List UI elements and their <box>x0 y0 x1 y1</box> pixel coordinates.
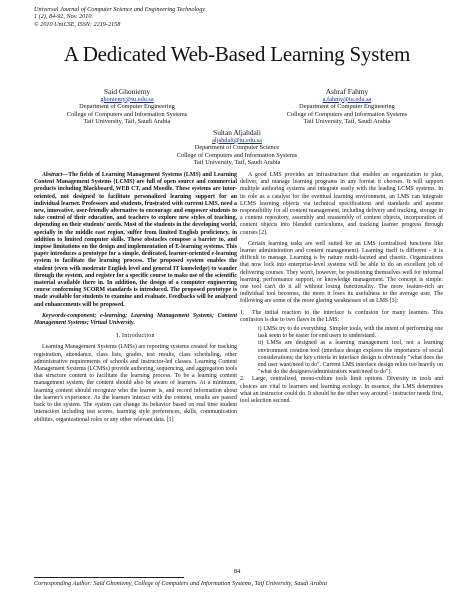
list-number: 2. <box>240 376 245 383</box>
section-heading-introduction: I. Introduction <box>116 333 155 340</box>
author-block-1 <box>32 88 222 126</box>
author-university: Taif University, Taif, Saudi Arabia <box>83 118 171 126</box>
author-email-link[interactable]: ghoniemy@tu.edu.sa <box>100 95 154 103</box>
body-paragraph: Certain learning tasks are well suited for an LMS (centralized functions like learner administration and content management). Learning itself is different - it is difficult to manage. Learning is by nature multi-faceted and chaotic. Organizations that now lock into enterprise-level systems will be able to do an excellent job of delivering courses. They won't, however, be positioning themselves well for informal learning, performance support, or knowledge management. The concept is simple: one tool can't do it all without losing functionality. The more feature-rich an individual tool becomes, the more it loses its usefulness to the average user. The following are some of the more glaring weaknesses of an LMS [3]: <box>240 240 443 305</box>
author-college: College of Computers and Information Systems <box>286 110 408 118</box>
abstract <box>34 172 237 309</box>
right-column <box>240 172 443 407</box>
list-subitem: ii) LMSs are designed as a learning management tool, not a learning environment creation tool (interface design explores the importance of social considerations; the key criteria in interface design is obviously "what does the end user want/need to do". Current LMS interface design relies too heavily on "what do the designers/administrators want/need to do"). <box>258 340 443 376</box>
author-name: Said Ghoniemy <box>103 87 151 96</box>
journal-header <box>34 6 205 28</box>
author-college: College of Computers and Information Systems <box>176 151 298 159</box>
keywords-text: e-learning; Learning Management Systems; Content Management Systems; Virtual University. <box>34 312 237 327</box>
body-paragraph: A good LMS provides an infrastructure that enables an organization to plan, deliver, and manage learning programs in any format it chooses. It will support multiple authoring systems and integrate easily with the leading LCMS systems. In its role as a catalyst for the eventual learning environment, an LMS can integrate LCMS learning objects via technical specifications and standards and assume responsibility for all content management, including delivery and tracking, storage in a content repository, assembly and reassembly of content objects, incorporation of content objects into blended curriculums, and tracking learner progress through courses [2]. <box>240 172 443 236</box>
list-item-text: The initial reaction to the interface is confusion for many learners. This confusion is due to two flaws in the LMS: <box>240 309 443 323</box>
author-block-2 <box>252 88 442 126</box>
author-email-link[interactable]: aljahdali@tu.edu.sa <box>212 136 262 144</box>
paper-title: A Dedicated Web-Based Learning System <box>63 42 411 66</box>
list-item-text: Large, centralized, mono-culture tools limit options. Diversity in tools and choices are vital to learners and learning ecology. In essence, the LMS determines what an instructor could do. It should be the other way around - instructor needs first, tool selection second. <box>240 376 443 405</box>
introduction-paragraph: Learning Management Systems (LMSs) are reporting systems created for tracking registration, attendance, class lists, grades, test results, class scheduling, other administrative requirements of schools and instructor-led classes. Learning Content Management Systems (LCMSs) provide authoring, sequencing, and aggregation tools that structure content to facilitate the learning process. To be a learning content management system, the content should also be aware of learners. At a minimum, learning content should recognize who the learner is, and record information about the learner's experience. As the learners interact with the content, results are passed back to the system. The system can change its behavior based on real time student interaction including test scores, learning style preferences, skills, communication abilities, organizational roles or any other relevant data. [1] <box>34 344 237 423</box>
list-subitem: i) LMSs try to do everything. Simpler tools, with the intent of performing one task seem to be easier for end users to understand. <box>258 326 443 340</box>
list-item <box>240 376 443 405</box>
author-email-link[interactable]: a.fahmy@tu.edu.sa <box>322 95 372 103</box>
author-college: College of Computers and Information Systems <box>66 110 188 118</box>
author-university: Taif University, Taif, Saudi Arabia <box>193 159 281 167</box>
author-department: Department of Computer Science <box>194 144 280 152</box>
author-department: Department of Computer Engineering <box>79 103 175 111</box>
abstract-label: Abstract <box>42 172 63 178</box>
author-name: Sultan Aljahdali <box>213 128 261 137</box>
list-item <box>240 310 443 324</box>
abstract-text: —The fields of Learning Management Systems (LMS) and Learning Content Management Systems (LCMS) are full of open source and commercial products including Blackboard, WEB CT, and Moodle. These systems are tutor-oriented, not designed to facilitate personalized learning support for an individual learner. Professors and students, frustrated with current LMS, need a new, innovative, user-friendly alternative to encourage and empower students to take control of their education, and teachers to explore new styles of teaching, depending on their students' needs. Most of the students in the developing world, specially in the middle east region, suffer from limited English proficiency, in addition to limited computer skills. These obstacles compose a barrier to, and impose limitations on the design and implementation of E-learning systems. This paper introduces a prototype for a simple, dedicated, learner-oriented e-learning system to facilitate the learning process. The proposed system enables the student (even with moderate English level and general IT knowledge) to wander through the system, and register for a specific course to make use of the scientific material available there in. In addition, the design of a computer engineering course conforming SCORM standards is introduced. The proposed prototype is made available for students to examine and evaluate. Feedbacks will be analyzed and enhancements will be proposed. <box>34 172 237 308</box>
author-university: Taif University, Taif, Saudi Arabia <box>303 118 391 126</box>
author-block-3 <box>142 129 332 167</box>
journal-issn: © 2010 UniCSE, ISSN: 2219-2158 <box>34 20 121 28</box>
weakness-list <box>240 310 443 406</box>
list-number: 1. <box>240 309 245 316</box>
page-number: 84 <box>233 568 241 575</box>
left-column <box>34 172 237 428</box>
author-department: Department of Computer Engineering <box>299 103 395 111</box>
author-name: Ashraf Fahmy <box>325 87 369 96</box>
journal-name: Universal Journal of Computer Science and Engineering Technology <box>34 6 206 13</box>
journal-issue: 1 (2), 84-92, Nov. 2010. <box>34 13 94 21</box>
corresponding-author-note: Corresponding Author: Said Ghoniemy, College of Computers and Information Systems, Taif University, Saudi Arabia <box>34 580 327 587</box>
footer-divider <box>34 577 184 578</box>
keywords-label: Keywords-component; <box>42 312 97 319</box>
keywords <box>34 313 237 327</box>
